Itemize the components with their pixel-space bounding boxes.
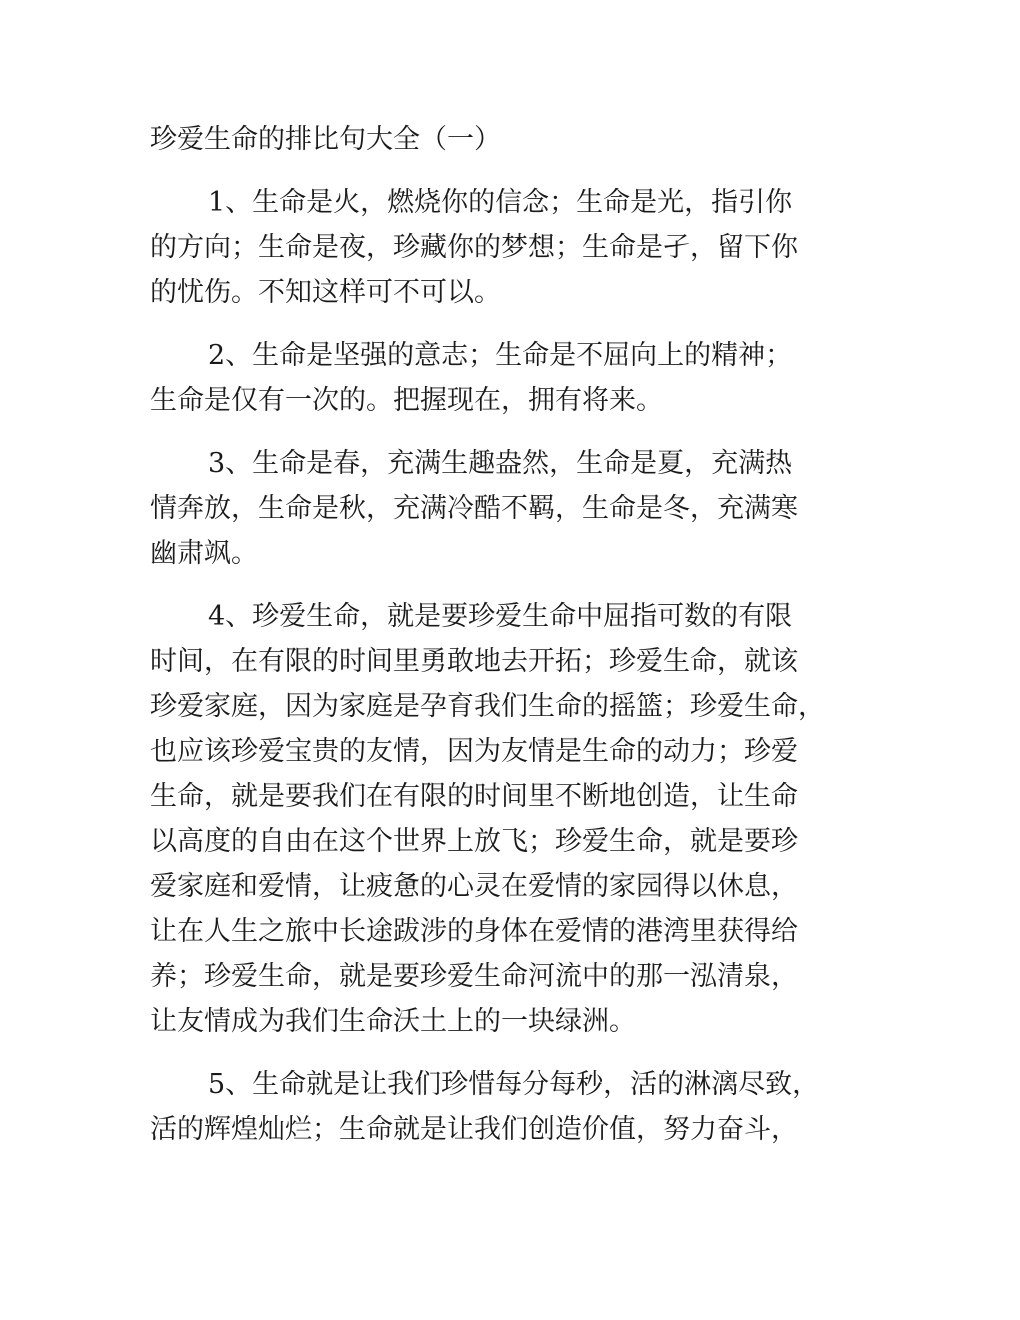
text-line: 情奔放，生命是秋，充满冷酷不羁，生命是冬，充满寒: [150, 493, 798, 524]
paragraph-5: [150, 1062, 890, 1152]
document-title: 珍爱生命的排比句大全（一）: [150, 124, 501, 155]
text-line: 3、生命是春，充满生趣盎然，生命是夏，充满热: [208, 448, 793, 479]
text-line: 让在人生之旅中长途跋涉的身体在爱情的港湾里获得给: [150, 916, 798, 947]
text-line: 生命是仅有一次的。把握现在，拥有将来。: [150, 385, 663, 416]
text-line: 时间，在有限的时间里勇敢地去开拓；珍爱生命，就该: [150, 646, 798, 677]
text-line: 1、生命是火，燃烧你的信念；生命是光，指引你: [208, 187, 793, 218]
text-line: 爱家庭和爱情，让疲惫的心灵在爱情的家园得以休息，: [150, 871, 798, 902]
text-line: 幽肃飒。: [150, 538, 258, 569]
text-line: 4、珍爱生命，就是要珍爱生命中屈指可数的有限: [208, 601, 793, 632]
paragraph-3: [150, 441, 890, 576]
text-line: 生命，就是要我们在有限的时间里不断地创造，让生命: [150, 781, 798, 812]
text-line: 以高度的自由在这个世界上放飞；珍爱生命，就是要珍: [150, 826, 798, 857]
text-line: 的忧伤。不知这样可不可以。: [150, 277, 501, 308]
text-line: 5、生命就是让我们珍惜每分每秒，活的淋漓尽致，: [208, 1069, 820, 1100]
document-page: [150, 118, 890, 1170]
text-line: 的方向；生命是夜，珍藏你的梦想；生命是孑，留下你: [150, 232, 798, 263]
text-line: 珍爱家庭，因为家庭是孕育我们生命的摇篮；珍爱生命，: [150, 691, 825, 722]
paragraph-2: [150, 333, 890, 423]
text-line: 2、生命是坚强的意志；生命是不屈向上的精神；: [208, 340, 793, 371]
text-line: 让友情成为我们生命沃土上的一块绿洲。: [150, 1006, 636, 1037]
paragraph-1: [150, 180, 890, 315]
text-line: 养；珍爱生命，就是要珍爱生命河流中的那一泓清泉，: [150, 961, 798, 992]
paragraph-4: [150, 594, 890, 1044]
text-line: 也应该珍爱宝贵的友情，因为友情是生命的动力；珍爱: [150, 736, 798, 767]
text-line: 活的辉煌灿烂；生命就是让我们创造价值，努力奋斗，: [150, 1114, 798, 1145]
